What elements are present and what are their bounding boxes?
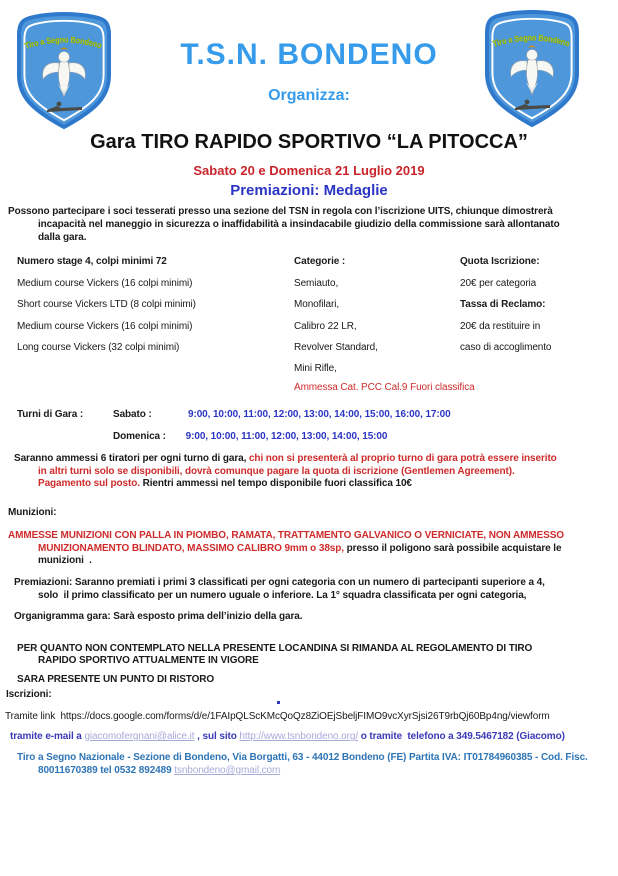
intro-line: Possono partecipare i soci tesserati presso una sezione del TSN in regola con l’iscrizione UITS, chiunque dimostrerà [8, 206, 553, 217]
ristoro-line: SARA PRESENTE UN PUNTO DI RISTORO [17, 674, 215, 685]
sabato-label: Sabato : [113, 409, 152, 420]
footer-line: Tiro a Segno Nazionale - Sezione di Bondeno, Via Borgatti, 63 - 44012 Bondeno (FE) Partita IVA: IT01784960385 - Cod. Fisc. [17, 752, 588, 763]
organigramma-line: Organigramma gara: Sarà esposto prima dell’inizio della gara. [14, 611, 303, 622]
intro-line: incapacità nel maneggio in sicurezza o inaffidabilità a insindacabile giudizio della commissione sarà allontanato [38, 219, 560, 230]
categoria-item: Revolver Standard, [294, 342, 378, 353]
turn-rule-red: Pagamento sul posto. [38, 478, 140, 489]
logo-arc-text: Tiro a Segno Bondeno [23, 34, 104, 51]
regolamento-line: RAPIDO SPORTIVO ATTUALMENTE IN VIGORE [38, 655, 259, 666]
turn-rule-red: chi non si presenterà al proprio turno di gara potrà essere inserito [248, 453, 557, 464]
reclamo-line: caso di accoglimento [460, 342, 552, 353]
quota-fee: 20€ per categoria [460, 278, 537, 289]
munizioni-label: Munizioni: [8, 507, 57, 518]
turni-label: Turni di Gara : [17, 409, 84, 420]
turn-rule-line [14, 452, 557, 465]
stage-item: Short course Vickers LTD (8 colpi minimi) [17, 299, 196, 310]
munizioni-line [38, 542, 561, 555]
form-link-prefix: Tramite link [5, 711, 61, 722]
munizioni-line: AMMESSE MUNIZIONI CON PALLA IN PIOMBO, RAMATA, TRATTAMENTO GALVANICO O VERNICIATE, NON AMMESSO [8, 530, 564, 541]
footer-line [38, 764, 280, 777]
contact-line [10, 730, 565, 743]
sito-mid: , sul sito [194, 731, 240, 742]
stage-item: Medium course Vickers (16 colpi minimi) [17, 278, 193, 289]
email-prefix: tramite e-mail a [10, 731, 85, 742]
categoria-item: Monofilari, [294, 299, 340, 310]
stage-item: Medium course Vickers (16 colpi minimi) [17, 321, 193, 332]
munizioni-red: MUNIZIONAMENTO BLINDATO, MASSIMO CALIBRO 9mm o 38sp, [38, 543, 344, 554]
munizioni-black: presso il poligono sarà possibile acquistare le [343, 543, 562, 554]
form-link-line [5, 710, 550, 723]
intro-line: dalla gara. [38, 232, 87, 243]
sabato-times: 9:00, 10:00, 11:00, 12:00, 13:00, 14:00, 15:00, 16:00, 17:00 [188, 409, 451, 420]
reclamo-line: 20€ da restituire in [460, 321, 541, 332]
categoria-item: Mini Rifle, [294, 363, 337, 374]
email-link[interactable]: giacomofergnani@alice.it [84, 731, 195, 742]
footer-codes: 80011670389 tel 0532 892489 [38, 765, 175, 776]
categorie-header: Categorie : [294, 256, 346, 267]
domenica-label: Domenica : [113, 431, 166, 442]
organizza-subtitle: Organizza: [268, 87, 350, 104]
event-dates: Sabato 20 e Domenica 21 Luglio 2019 [193, 163, 425, 178]
regolamento-line: PER QUANTO NON CONTEMPLATO NELLA PRESENTE LOCANDINA SI RIMANDA AL REGOLAMENTO DI TIRO [17, 643, 533, 654]
premiazioni-heading: Premiazioni: Medaglie [230, 182, 388, 199]
reclamo-header: Tassa di Reclamo: [460, 299, 546, 310]
page-title: T.S.N. BONDENO [180, 38, 438, 71]
domenica-times: 9:00, 10:00, 11:00, 12:00, 13:00, 14:00, 15:00 [183, 431, 388, 442]
turn-rule-line [38, 477, 412, 490]
premiazioni-note-line: Premiazioni: Saranno premiati i primi 3 classificati per ogni categoria con un numero di partecipanti superiore a 4, [14, 577, 545, 588]
premiazioni-note-line: solo il primo classificato per un numero uguale o inferiore. La 1° squadra classificata per ogni categoria, [38, 590, 527, 601]
footer-email-link[interactable]: tsnbondeno@gmail.com [174, 765, 281, 776]
categoria-item: Calibro 22 LR, [294, 321, 357, 332]
logo-arc-text: Tiro a Segno Bondeno [491, 32, 572, 49]
turn-rule-black: Saranno ammessi 6 tiratori per ogni turno di gara, [14, 453, 249, 464]
iscrizioni-label: Iscrizioni: [6, 689, 52, 700]
turn-rule-line: in altri turni solo se disponibili, dovrà comunque pagare la quota di iscrizione (Gentlemen Agreement). [38, 466, 515, 477]
event-title: Gara TIRO RAPIDO SPORTIVO “LA PITOCCA” [90, 131, 528, 153]
categorie-pcc-note: Ammessa Cat. PCC Cal.9 Fuori classifica [294, 382, 475, 393]
stage-item: Long course Vickers (32 colpi minimi) [17, 342, 180, 353]
bullet-dot [277, 701, 280, 704]
turn-rule-black: Rientri ammessi nel tempo disponibile fuori classifica 10€ [139, 478, 412, 489]
website-link[interactable]: http://www.tsnbondeno.org/ [239, 731, 359, 742]
phone-suffix: o tramite telefono a 349.5467182 (Giacomo) [358, 731, 565, 742]
stages-header: Numero stage 4, colpi minimi 72 [17, 256, 167, 267]
munizioni-line: munizioni . [38, 555, 92, 566]
google-form-link[interactable]: https://docs.google.com/forms/d/e/1FAIpQLScKMcQoQz8ZiOEjSbeljFIMO9vcXyrSjsi26T9rbQj60Bp4ng/viewform [60, 711, 550, 722]
categoria-item: Semiauto, [294, 278, 339, 289]
quota-header: Quota Iscrizione: [460, 256, 540, 267]
